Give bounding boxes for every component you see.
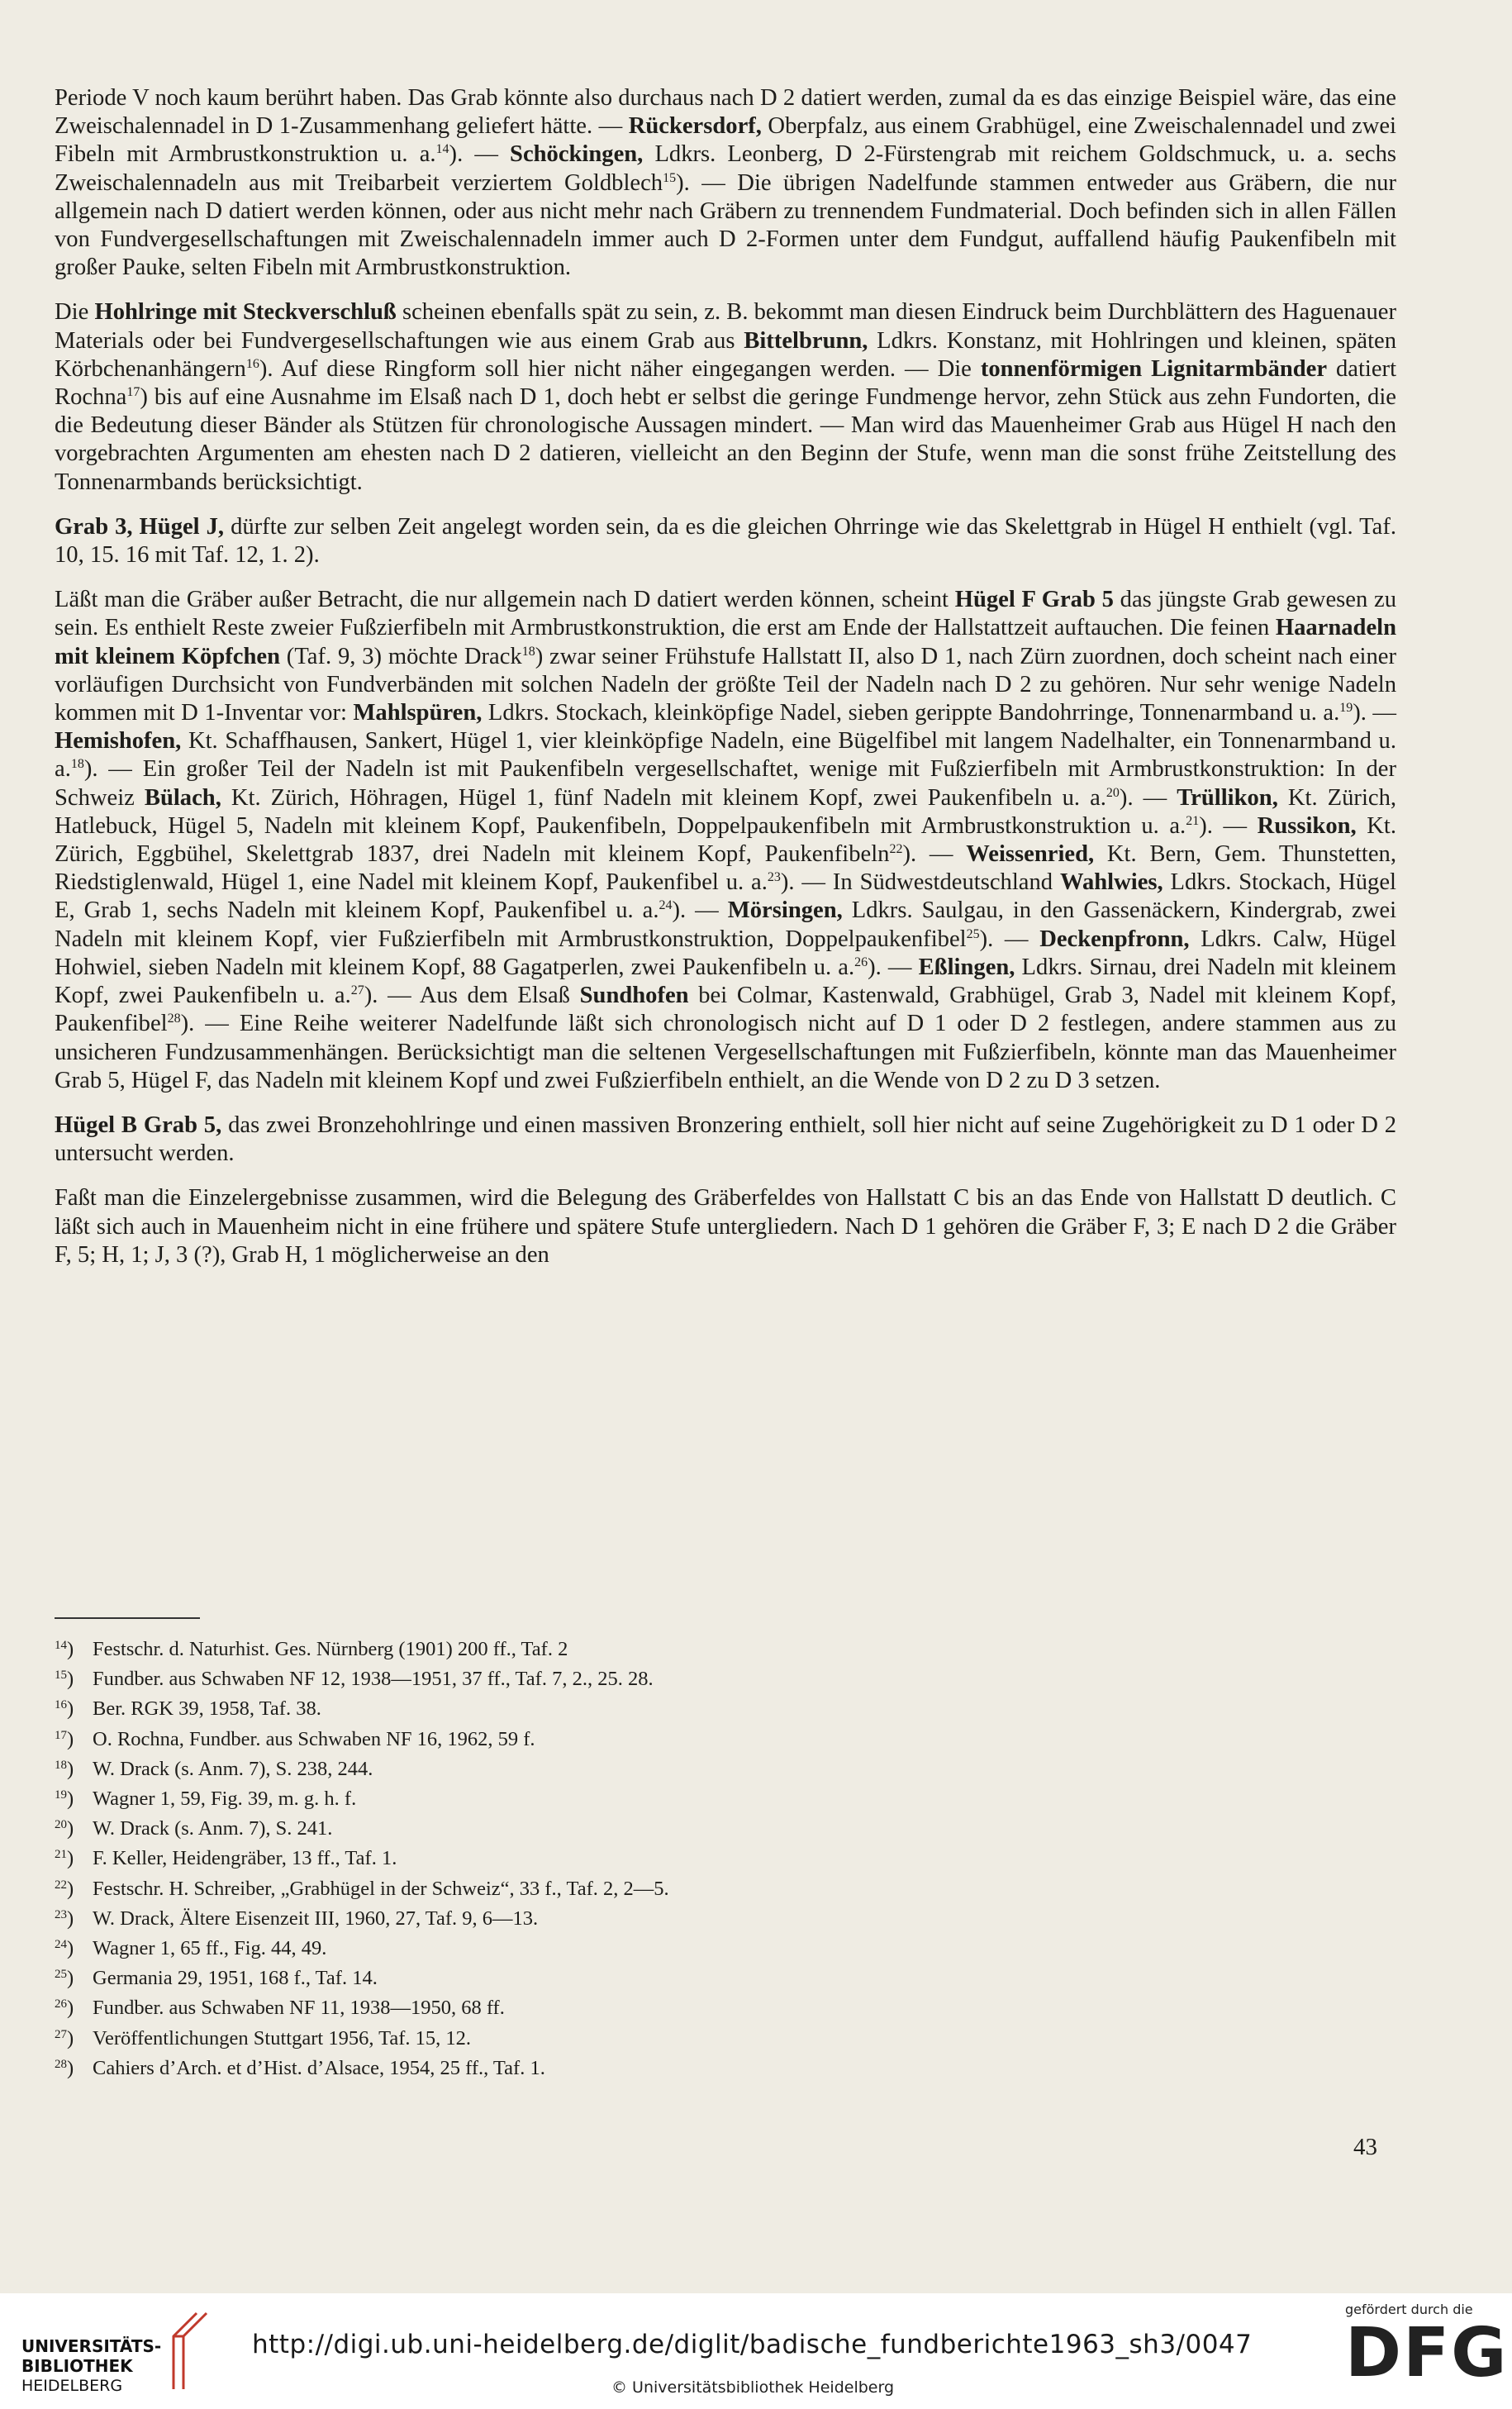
text-run: Kt. Zürich, Höhragen, Hügel 1, fünf Nadeln mit kleinem Kopf, zwei Paukenfibeln u. a. — [221, 784, 1106, 811]
footnote-ref: 19 — [1339, 701, 1353, 716]
site-name: Hügel F Grab 5 — [954, 587, 1114, 613]
site-name: Schöckingen, — [510, 141, 644, 168]
footnote-text: Germania 29, 1951, 168 f., Taf. 14. — [93, 1967, 378, 1990]
site-name: Rückersdorf, — [628, 113, 762, 140]
text-run: dürfte zur selben Zeit angelegt worden sein, da es die gleichen Ohrringe wie das Skelettgrab in Hügel H enthielt (vgl. Taf. 10, 15. 16 mit Taf. 12, 1. 2). — [55, 513, 1397, 569]
footnote — [55, 1635, 1211, 1664]
text-run: Kt. Schaffhausen, Sankert, Hügel 1, vier kleinköpfige Nadeln, eine Bügelfibel mit langem Nadelhalter, ein Tonnenarmband u. a. — [55, 728, 1396, 783]
library-name-line: BIBLIOTHEK — [21, 2356, 133, 2376]
library-name-line: HEIDELBERG — [21, 2377, 123, 2395]
text-run: ). — Aus dem Elsaß — [364, 983, 580, 1009]
site-name: Grab 3, Hügel J, — [55, 513, 225, 540]
footnote-text: Cahiers d’Arch. et d’Hist. d’Alsace, 1954, 25 ff., Taf. 1. — [93, 2056, 545, 2079]
footnote-number-value: 20 — [55, 1818, 67, 1832]
site-name: Eßlingen, — [918, 954, 1015, 980]
footnote-number: $^{25}$) — [55, 1967, 74, 1990]
paragraph-5 — [55, 1112, 1396, 1168]
text-run: datiert Rochna — [55, 355, 1397, 411]
paragraph-4 — [55, 586, 1396, 1095]
footnote-text: W. Drack, Ältere Eisenzeit III, 1960, 27, Taf. 9, 6—13. — [93, 1907, 539, 1930]
footnote-ref: 28 — [167, 1012, 181, 1026]
text-run: Läßt man die Gräber außer Betracht, die nur allgemein nach D datiert werden können, scheint — [55, 587, 955, 613]
text-run: Ldkrs. Stockach, kleinköpfige Nadel, sieben gerippte Bandohrringe, Tonnenarmband u. a. — [482, 700, 1340, 726]
footnote-ref: 25 — [966, 926, 980, 941]
footnote-text: W. Drack (s. Anm. 7), S. 241. — [93, 1817, 333, 1840]
site-name: Russikon, — [1257, 812, 1357, 839]
permalink-url[interactable]: http://digi.ub.uni-heidelberg.de/diglit/badische_fundberichte1963_sh3/0047 — [252, 2330, 1253, 2359]
footnote-number-value: 15 — [55, 1669, 67, 1683]
footnote-text: Fundber. aus Schwaben NF 12, 1938—1951, 37 ff., Taf. 7, 2., 25. 28. — [93, 1668, 654, 1691]
footnote-number: $^{26}$) — [55, 1997, 74, 2020]
text-run: ) zwar seiner Frühstufe Hallstatt II, also D 1, nach Zürn zuordnen, doch scheint nach einer vorläufigen Durchsicht von Fundverbänden mit solchen Nadeln der größte Teil der Nadeln nach D 2 zu gehören. Nur sehr wenige Nadeln kommen mit D 1-Inventar vor: — [55, 643, 1396, 726]
text-run: ). — Die übrigen Nadelfunde stammen entweder aus Gräbern, die nur allgemein nach D datiert werden können, oder aus nicht mehr nach Gräbern zu trennendem Fundmaterial. Doch befinden sich in allen Fällen von Fundvergesellschaftungen mit Zweischalennadeln immer auch D 2-Formen unter dem Fundgut, auffallend häufig Paukenfibeln mit großer Pauke, selten Fibeln mit Armbrustkonstruktion. — [55, 169, 1396, 281]
text-run: ). — — [449, 141, 511, 168]
site-name: Mahlspüren, — [353, 700, 483, 726]
text-run: Kt. Zürich, Eggbühel, Skelettgrab 1837, drei Nadeln mit kleinem Kopf, Paukenfibeln — [55, 812, 1397, 868]
site-name: Hügel B Grab 5, — [55, 1112, 222, 1138]
body-text — [55, 84, 1396, 1286]
text-run: Kt. Bern, Gem. Thunstetten, Riedstiglenwald, Hügel 1, eine Nadel mit kleinem Kopf, Paukenfibel u. a. — [55, 841, 1396, 896]
footnote-text: W. Drack (s. Anm. 7), S. 238, 244. — [93, 1757, 373, 1780]
footnote-number: $^{23}$) — [55, 1907, 74, 1930]
footnote-number: $^{22}$) — [55, 1877, 74, 1900]
footnote-text: F. Keller, Heidengräber, 13 ff., Taf. 1. — [93, 1847, 397, 1870]
footnote-ref: 14 — [435, 142, 449, 157]
footnote-number: $^{17}$) — [55, 1727, 74, 1750]
footnote-ref: 20 — [1105, 785, 1120, 800]
footnote-number-value: 24 — [55, 1938, 67, 1952]
text-run: bei Colmar, Kastenwald, Grabhügel, Grab 3, Nadel mit kleinem Kopf, Paukenfibel — [55, 983, 1397, 1037]
footnote — [55, 1754, 1211, 1784]
footnote-number-value: 17 — [55, 1728, 67, 1742]
footnote — [55, 2024, 1211, 2054]
footnote-number: $^{27}$) — [55, 2026, 74, 2050]
footnote-text: Fundber. aus Schwaben NF 11, 1938—1950, 68 ff. — [93, 1997, 505, 2020]
text-run: Kt. Zürich, Hatlebuck, Hügel 5, Nadeln mit kleinem Kopf, Paukenfibeln, Doppelpaukenfibeln mit Armbrustkonstruktion u. a. — [55, 784, 1397, 839]
text-run: ). — — [979, 926, 1040, 952]
footnote-text: Veröffentlichungen Stuttgart 1956, Taf. 15, 12. — [93, 2026, 472, 2050]
footnote-number-value: 27 — [55, 2027, 67, 2041]
text-run: ). — Ein großer Teil der Nadeln ist mit Paukenfibeln vergesellschaftet, wenige mit Fußzierfibeln mit Armbrustkonstruktion: In der Schweiz — [55, 756, 1396, 811]
site-name: Weissenried, — [966, 841, 1095, 868]
text-run: Faßt man die Einzelergebnisse zusammen, wird die Belegung des Gräberfeldes von Hallstatt C bis an das Ende von Hallstatt D deutlich. C läßt sich auch in Mauenheim nicht in eine frühere und spätere Stufe untergliedern. Nach D 1 gehören die Gräber F, 3; E nach D 2 die Gräber F, 5; H, 1; J, 3 (?), Grab H, 1 möglicherweise an den — [55, 1185, 1396, 1268]
footnote-text: Festschr. H. Schreiber, „Grabhügel in der Schweiz“, 33 f., Taf. 2, 2—5. — [93, 1877, 669, 1900]
text-run: Ldkrs. Saulgau, in den Gassenäckern, Kindergrab, zwei Nadeln mit kleinem Kopf, vier Fußzierfibeln mit Armbrustkonstruktion, Doppelpaukenfibel — [55, 897, 1397, 952]
paragraph-1 — [55, 84, 1396, 282]
footnote-text: Ber. RGK 39, 1958, Taf. 38. — [93, 1697, 321, 1721]
site-name: Trüllikon, — [1177, 784, 1278, 811]
paragraph-6 — [55, 1184, 1396, 1269]
footnote — [55, 1964, 1211, 1993]
site-name: Mörsingen, — [727, 897, 843, 924]
text-run: Ldkrs. Calw, Hügel Hohwiel, sieben Nadeln mit kleinem Kopf, 88 Gagatperlen, zwei Paukenfibeln u. a. — [55, 926, 1396, 980]
copyright-notice: © Universitätsbibliothek Heidelberg — [611, 2378, 895, 2397]
footnote-number-value: 22 — [55, 1878, 67, 1892]
footnote-number: $^{16}$) — [55, 1697, 74, 1721]
library-logo-icon — [164, 2310, 213, 2392]
footnote-number: $^{14}$) — [55, 1638, 74, 1660]
text-run: ). — — [1119, 784, 1177, 811]
site-name: Wahlwies, — [1059, 869, 1163, 896]
text-run: ) bis auf eine Ausnahme im Elsaß nach D 1, doch hebt er selbst die geringe Fundmenge hervor, zehn Stück aus zehn Fundorten, die die Bedeutung dieser Bänder als Stützen für chronologische Aussagen mindert. — Man wird das Mauenheimer Grab aus Hügel H nach den vorgebrachten Argumenten am ehesten nach D 2 datieren, vielleicht an den Beginn der Stufe, wenn man die sonst frühe Zeitstellung des Tonnenarmbands berücksichtigt. — [55, 384, 1396, 495]
paragraph-2 — [55, 298, 1396, 496]
footnote-number-value: 19 — [55, 1788, 67, 1802]
text-run: ). — — [1353, 700, 1396, 726]
footnote-ref: 26 — [854, 955, 868, 969]
footnote — [55, 1993, 1211, 2023]
footnote-text: O. Rochna, Fundber. aus Schwaben NF 16, 1962, 59 f. — [93, 1727, 535, 1750]
text-run: Periode V noch kaum berührt haben. Das Grab könnte also durchaus nach D 2 datiert werden, zumal da es das einzige Beispiel wäre, das eine Zweischalennadel in D 1-Zusammenhang geliefert hätte. — — [55, 85, 1396, 140]
footnote-ref: 27 — [350, 983, 364, 998]
footnote-separator — [55, 1617, 200, 1619]
paragraph-3 — [55, 513, 1396, 569]
footnote-ref: 15 — [663, 170, 677, 185]
footnote-number-value: 18 — [55, 1758, 67, 1772]
text-run: ). Auf diese Ringform soll hier nicht näher eingegangen werden. — Die — [259, 355, 981, 382]
text-run: ). — Eine Reihe weiterer Nadelfunde läßt sich chronologisch nicht auf D 1 oder D 2 festlegen, andere stammen aus zu unsicheren Fundzusammenhängen. Berücksichtigt man die seltenen Vergesellschaftungen mit Fußzierfibeln, könnte man das Mauenheimer Grab 5, Hügel F, das Nadeln mit kleinem Kopf und zwei Fußzierfibeln enthielt, an die Wende von D 2 zu D 3 setzen. — [55, 1011, 1396, 1093]
library-logo-text — [21, 2336, 161, 2396]
footnote-ref: 21 — [1186, 813, 1200, 828]
funding-caption: gefördert durch die — [1345, 2302, 1473, 2317]
site-name: Haarnadeln mit kleinem Köpfchen — [55, 615, 1396, 669]
site-name: Hemishofen, — [55, 728, 182, 755]
footnote-text: Festschr. d. Naturhist. Ges. Nürnberg (1901) 200 ff., Taf. 2 — [93, 1638, 568, 1660]
footnote-ref: 22 — [889, 842, 903, 857]
text-run: das zwei Bronzehohlringe und einen massiven Bronzering enthielt, soll hier nicht auf seine Zugehörigkeit zu D 1 oder D 2 untersucht werden. — [55, 1112, 1397, 1167]
text-run: ). — — [868, 954, 919, 980]
dfg-logo: DFG — [1345, 2314, 1509, 2392]
footnote-number-value: 25 — [55, 1968, 67, 1982]
footnote-number: $^{28}$) — [55, 2056, 74, 2079]
text-run: Oberpfalz, aus einem Grabhügel, eine Zweischalennadel und zwei Fibeln mit Armbrustkonstruktion u. a. — [55, 113, 1396, 168]
site-name: Bülach, — [144, 784, 221, 811]
text-run: das jüngste Grab gewesen zu sein. Es enthielt Reste zweier Fußzierfibeln mit Armbrustkonstruktion, die erst am Ende der Hallstattzeit auftauchen. Die feinen — [55, 587, 1396, 641]
site-name: tonnenförmigen Lignitarmbänder — [980, 355, 1328, 382]
library-name-line: UNIVERSITÄTS- — [21, 2336, 162, 2356]
footnote-number: $^{21}$) — [55, 1847, 74, 1870]
text-run: ). — — [902, 841, 967, 868]
text-run: Ldkrs. Stockach, Hügel E, Grab 1, sechs Nadeln mit kleinem Kopf, Paukenfibel u. a. — [55, 869, 1396, 924]
footnote — [55, 2054, 1211, 2083]
text-run: ). — In Südwestdeutschland — [780, 869, 1060, 896]
footnote — [55, 1934, 1211, 1964]
footnote-text: Wagner 1, 59, Fig. 39, m. g. h. f. — [93, 1788, 357, 1811]
footnote-number: $^{18}$) — [55, 1757, 74, 1780]
site-name: Hohlringe mit Steckverschluß — [94, 299, 397, 326]
text-run: ). — — [672, 897, 728, 924]
footnote-text: Wagner 1, 65 ff., Fig. 44, 49. — [93, 1937, 327, 1960]
text-run: ). — — [1199, 812, 1258, 839]
footer-bar — [0, 2293, 1512, 2409]
footnote — [55, 1904, 1211, 1934]
footnote — [55, 1844, 1211, 1873]
footnote — [55, 1725, 1211, 1754]
text-run: Ldkrs. Sirnau, drei Nadeln mit kleinem Kopf, zwei Paukenfibeln u. a. — [55, 954, 1397, 1009]
site-name: Bittelbrunn, — [744, 327, 868, 354]
footnote — [55, 1814, 1211, 1844]
footnote — [55, 1694, 1211, 1724]
text-run: Die — [55, 299, 95, 326]
footnote-number-value: 28 — [55, 2057, 67, 2071]
text-run: (Taf. 9, 3) möchte Drack — [279, 643, 522, 669]
footnote — [55, 1664, 1211, 1694]
footnote-number: $^{24}$) — [55, 1937, 74, 1960]
site-name: Sundhofen — [579, 983, 689, 1009]
footnote-number-value: 26 — [55, 1997, 67, 2011]
footnote-ref: 23 — [767, 870, 781, 885]
footnote — [55, 1784, 1211, 1814]
footnote-number: $^{19}$) — [55, 1788, 74, 1811]
footnote-ref: 24 — [659, 898, 673, 913]
text-run: Ldkrs. Leonberg, D 2-Fürstengrab mit reichem Goldschmuck, u. a. sechs Zweischalennadeln aus mit Treibarbeit verziertem Goldblech — [55, 141, 1396, 196]
footnote-number-value: 16 — [55, 1698, 67, 1712]
footnote-ref: 18 — [521, 644, 535, 659]
footnote-number: $^{15}$) — [55, 1668, 74, 1691]
footnote-number: $^{20}$) — [55, 1817, 74, 1840]
footnote-number-value: 14 — [55, 1639, 67, 1652]
text-run: scheinen ebenfalls spät zu sein, z. B. bekommt man diesen Eindruck beim Durchblättern des Haguenauer Materials oder bei Fundvergesellschaftungen wie aus einem Grab aus — [55, 299, 1397, 354]
footnotes — [55, 1635, 1211, 2083]
site-name: Deckenpfronn, — [1039, 926, 1190, 952]
footnote-ref: 16 — [245, 356, 259, 371]
footnote-number-value: 23 — [55, 1907, 67, 1921]
footnote-ref: 17 — [126, 385, 140, 400]
footnote — [55, 1874, 1211, 1904]
page-number: 43 — [1353, 2134, 1377, 2160]
text-run: Ldkrs. Konstanz, mit Hohlringen und kleinen, späten Körbchenanhängern — [55, 327, 1397, 382]
footnote-ref: 18 — [70, 757, 84, 772]
footnote-number-value: 21 — [55, 1848, 67, 1862]
